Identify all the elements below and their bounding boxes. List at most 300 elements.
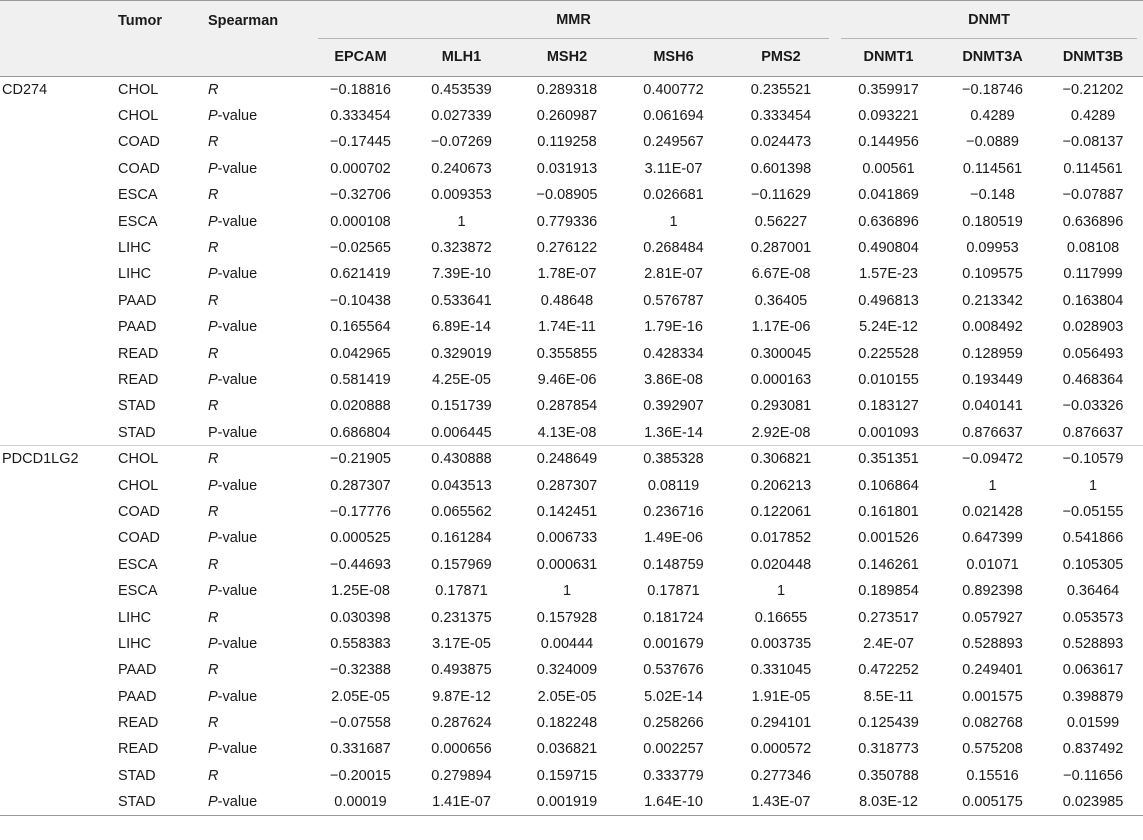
tumor-cell: LIHC — [118, 266, 152, 283]
header-spearman: Spearman — [208, 1, 312, 77]
value-cell-dnmt1: 0.490804 — [858, 240, 919, 257]
gene-cell — [0, 393, 118, 419]
header-col-epcam: EPCAM — [312, 39, 409, 77]
gene-cell — [0, 552, 118, 578]
spearman-stat-cell — [208, 552, 312, 578]
p-suffix: -value — [217, 530, 258, 547]
gene-cell — [0, 683, 118, 709]
table-row — [0, 657, 1143, 683]
value-cell-epcam: −0.18816 — [330, 81, 391, 98]
spearman-stat-cell — [208, 789, 312, 815]
value-cell-pms2: 0.293081 — [750, 398, 812, 415]
value-cell-msh6: 0.08119 — [647, 477, 700, 494]
value-cell-dnmt3a: 0.021428 — [962, 503, 1023, 520]
value-cell-msh2: 0.287307 — [536, 477, 598, 494]
spearman-stat-cell — [208, 393, 312, 419]
value-cell-dnmt3b: 0.063617 — [1062, 662, 1124, 679]
value-cell-epcam: 0.621419 — [330, 266, 391, 283]
p-letter: P — [208, 530, 218, 547]
spearman-stat-cell — [208, 578, 312, 604]
gene-cell — [0, 657, 118, 683]
value-cell-mlh1: 0.065562 — [431, 503, 492, 520]
value-cell-dnmt3b: 1 — [1089, 477, 1098, 494]
value-cell-mlh1: −0.07269 — [431, 134, 492, 151]
value-cell-msh6: 1.79E-16 — [644, 319, 703, 336]
value-cell-msh6: 1.49E-06 — [644, 530, 703, 547]
value-cell-dnmt3b: 0.636896 — [1062, 213, 1124, 230]
value-cell-dnmt3a: −0.18746 — [962, 81, 1023, 98]
value-cell-dnmt3a: 0.213342 — [962, 292, 1023, 309]
value-cell-dnmt1: 8.03E-12 — [859, 793, 918, 810]
value-cell-mlh1: 0.027339 — [431, 108, 492, 125]
tumor-cell: COAD — [118, 530, 160, 547]
table-row — [0, 683, 1143, 709]
value-cell-dnmt1: 0.041869 — [858, 187, 919, 204]
header-col-pms2: PMS2 — [727, 39, 835, 77]
tumor-cell: STAD — [118, 398, 156, 415]
value-cell-msh6: 2.81E-07 — [644, 266, 703, 283]
value-cell-pms2: 0.331045 — [750, 662, 812, 679]
table-row — [0, 736, 1143, 762]
value-cell-mlh1: 0.17871 — [435, 583, 488, 600]
value-cell-dnmt1: 0.225528 — [858, 345, 919, 362]
value-cell-epcam: −0.44693 — [330, 556, 391, 573]
value-cell-msh2: 9.46E-06 — [537, 371, 597, 388]
p-letter: P — [208, 108, 218, 125]
gene-cell — [0, 208, 118, 234]
value-cell-pms2: 0.287001 — [750, 240, 812, 257]
gene-cell — [0, 103, 118, 129]
value-cell-msh6: 0.400772 — [643, 81, 704, 98]
header-dnmt-rule — [841, 38, 1137, 39]
value-cell-dnmt3a: 0.4289 — [970, 108, 1015, 125]
tumor-cell: PAAD — [118, 662, 157, 679]
table-row — [0, 552, 1143, 578]
tumor-cell: CHOL — [118, 446, 208, 472]
value-cell-dnmt3a: 0.001575 — [962, 688, 1023, 705]
tumor-cell: PAAD — [118, 292, 157, 309]
value-cell-dnmt3a: 1 — [988, 477, 997, 494]
table-row — [0, 763, 1143, 789]
spearman-stat-label: R — [208, 503, 219, 520]
spearman-stat-label: R — [208, 398, 219, 415]
value-cell-epcam: 0.333454 — [330, 108, 391, 125]
p-letter: P — [208, 688, 218, 705]
value-cell-msh2: 1 — [562, 583, 572, 600]
tumor-cell: LIHC — [118, 635, 152, 652]
value-cell-dnmt3b: 0.468364 — [1062, 371, 1124, 388]
header-gene-blank — [0, 1, 118, 77]
spearman-stat-cell — [208, 77, 312, 103]
value-cell-dnmt3b: −0.07887 — [1062, 187, 1124, 204]
value-cell-msh2: 0.00444 — [540, 635, 594, 652]
value-cell-mlh1: 0.157969 — [431, 556, 492, 573]
value-cell-msh6: 0.026681 — [643, 187, 704, 204]
p-suffix: -value — [217, 213, 258, 230]
spearman-stat-cell — [208, 367, 312, 393]
spearman-stat-cell — [208, 657, 312, 683]
value-cell-msh2: 1.78E-07 — [537, 266, 597, 283]
spearman-stat-cell — [208, 499, 312, 525]
spearman-stat-cell — [208, 604, 312, 630]
value-cell-epcam: −0.17776 — [330, 503, 391, 520]
gene-cell — [0, 763, 118, 789]
p-letter: P — [208, 213, 218, 230]
value-cell-epcam: 0.000702 — [330, 160, 391, 177]
value-cell-msh6: 1 — [669, 213, 678, 230]
value-cell-msh2: 0.355855 — [536, 345, 598, 362]
value-cell-pms2: 0.16655 — [754, 609, 808, 626]
value-cell-epcam: −0.21905 — [312, 446, 409, 472]
value-cell-msh6: 0.392907 — [643, 398, 704, 415]
value-cell-mlh1: 0.287624 — [431, 715, 492, 732]
value-cell-mlh1: 0.323872 — [431, 240, 492, 257]
value-cell-dnmt3a: 0.082768 — [962, 715, 1023, 732]
table-row — [0, 525, 1143, 551]
table-row — [0, 235, 1143, 261]
value-cell-dnmt3a: 0.249401 — [962, 662, 1023, 679]
value-cell-dnmt3b: −0.10579 — [1043, 446, 1143, 472]
table-row — [0, 631, 1143, 657]
value-cell-msh6: 0.236716 — [643, 503, 704, 520]
value-cell-dnmt3a: 0.892398 — [962, 583, 1023, 600]
value-cell-dnmt3b: −0.11656 — [1063, 767, 1123, 784]
table-row — [0, 604, 1143, 630]
table-row — [0, 182, 1143, 208]
header-col-msh6: MSH6 — [620, 39, 727, 77]
p-letter: P — [208, 793, 218, 810]
table-header — [0, 1, 1143, 77]
value-cell-pms2: −0.11629 — [751, 187, 811, 204]
value-cell-dnmt3a: 0.057927 — [962, 609, 1023, 626]
tumor-cell: CHOL — [118, 477, 159, 494]
value-cell-dnmt3b: −0.05155 — [1062, 503, 1124, 520]
value-cell-pms2: 1.91E-05 — [751, 688, 811, 705]
value-cell-dnmt1: 0.00561 — [862, 160, 915, 177]
value-cell-msh6: 0.537676 — [643, 662, 704, 679]
value-cell-dnmt1: 1.57E-23 — [859, 266, 918, 283]
value-cell-msh2: 1.74E-11 — [538, 319, 596, 336]
value-cell-msh6: 0.061694 — [643, 108, 704, 125]
p-letter: P — [208, 319, 218, 336]
tumor-cell: LIHC — [118, 609, 152, 626]
value-cell-mlh1: 0.240673 — [431, 160, 492, 177]
value-cell-msh6: 3.86E-08 — [644, 371, 703, 388]
p-suffix: -value — [217, 583, 258, 600]
table-row — [0, 789, 1143, 815]
p-letter: P — [208, 371, 218, 388]
value-cell-pms2: 1.17E-06 — [751, 319, 811, 336]
gene-cell: CD274 — [2, 81, 48, 98]
value-cell-mlh1: 0.000656 — [431, 741, 492, 758]
value-cell-dnmt3a: 0.647399 — [962, 530, 1023, 547]
p-suffix: -value — [217, 793, 258, 810]
value-cell-epcam: 2.05E-05 — [331, 688, 390, 705]
value-cell-dnmt3a: −0.09472 — [942, 446, 1043, 472]
table-row — [0, 472, 1143, 498]
value-cell-epcam: 0.00019 — [334, 793, 387, 810]
tumor-cell: READ — [118, 741, 159, 758]
value-cell-pms2: 0.294101 — [750, 715, 812, 732]
value-cell-msh2: 0.287854 — [536, 398, 598, 415]
value-cell-dnmt1: 0.351351 — [835, 446, 942, 472]
table-row — [0, 314, 1143, 340]
value-cell-dnmt3a: 0.040141 — [962, 398, 1023, 415]
value-cell-mlh1: 6.89E-14 — [432, 319, 491, 336]
value-cell-dnmt3b: 0.876637 — [1062, 424, 1124, 441]
value-cell-dnmt3a: −0.148 — [970, 187, 1015, 204]
value-cell-mlh1: 0.006445 — [431, 424, 492, 441]
value-cell-mlh1: 1 — [457, 213, 466, 230]
tumor-cell: ESCA — [118, 187, 158, 204]
header-mmr-rule — [318, 38, 829, 39]
tumor-cell: ESCA — [118, 556, 158, 573]
table-row — [0, 129, 1143, 155]
header-col-dnmt1: DNMT1 — [835, 39, 942, 77]
value-cell-dnmt3b: 0.028903 — [1062, 319, 1124, 336]
value-cell-msh2: 0.779336 — [536, 213, 598, 230]
table-row — [0, 77, 1143, 103]
value-cell-msh2: −0.08905 — [536, 187, 598, 204]
value-cell-msh6: 0.576787 — [643, 292, 704, 309]
spearman-stat-cell — [208, 446, 312, 472]
value-cell-epcam: −0.32706 — [330, 187, 391, 204]
value-cell-msh6: 0.148759 — [643, 556, 704, 573]
value-cell-pms2: 0.000572 — [750, 741, 812, 758]
gene-cell — [0, 631, 118, 657]
value-cell-msh6: 0.333779 — [643, 767, 704, 784]
value-cell-dnmt3b: −0.21202 — [1062, 81, 1124, 98]
spearman-stat-label: R — [208, 240, 219, 257]
spearman-stat-label: P-value — [208, 424, 258, 441]
value-cell-pms2: 2.92E-08 — [751, 424, 811, 441]
spearman-stat-label: R — [208, 767, 219, 784]
value-cell-pms2: 6.67E-08 — [751, 266, 811, 283]
value-cell-dnmt3a: 0.180519 — [962, 213, 1023, 230]
value-cell-mlh1: 0.279894 — [431, 767, 492, 784]
value-cell-epcam: 0.042965 — [330, 345, 391, 362]
table-row — [0, 156, 1143, 182]
p-suffix: -value — [217, 319, 258, 336]
value-cell-msh2: 0.142451 — [536, 503, 598, 520]
value-cell-mlh1: 4.25E-05 — [432, 371, 491, 388]
value-cell-msh2: 0.000631 — [536, 556, 598, 573]
value-cell-dnmt3a: 0.876637 — [962, 424, 1023, 441]
value-cell-epcam: 0.165564 — [330, 319, 391, 336]
value-cell-epcam: 0.000525 — [330, 530, 391, 547]
value-cell-msh2: 0.119258 — [537, 134, 597, 151]
value-cell-epcam: 0.558383 — [330, 635, 391, 652]
value-cell-dnmt3b: 0.053573 — [1062, 609, 1124, 626]
p-letter: P — [208, 266, 218, 283]
spearman-stat-cell — [208, 314, 312, 340]
value-cell-dnmt3b: 0.36464 — [1066, 583, 1120, 600]
value-cell-msh2: 0.260987 — [536, 108, 598, 125]
value-cell-epcam: −0.02565 — [330, 240, 391, 257]
header-mmr-label: MMR — [556, 11, 591, 28]
spearman-stat-cell — [208, 763, 312, 789]
table-row — [0, 710, 1143, 736]
value-cell-dnmt3a: 0.575208 — [962, 741, 1023, 758]
value-cell-dnmt1: 0.318773 — [858, 741, 919, 758]
value-cell-dnmt3b: 0.056493 — [1062, 345, 1124, 362]
tumor-cell: READ — [118, 715, 159, 732]
gene-cell — [0, 578, 118, 604]
value-cell-dnmt1: 0.359917 — [858, 81, 919, 98]
gene-cell — [0, 182, 118, 208]
gene-cell — [0, 789, 118, 815]
value-cell-dnmt3a: 0.005175 — [962, 793, 1023, 810]
value-cell-epcam: −0.32388 — [330, 662, 391, 679]
value-cell-dnmt3a: 0.114561 — [962, 160, 1023, 177]
spearman-stat-cell — [208, 129, 312, 155]
value-cell-dnmt3b: 0.023985 — [1062, 793, 1124, 810]
value-cell-pms2: 0.003735 — [750, 635, 812, 652]
value-cell-dnmt3a: 0.193449 — [962, 371, 1023, 388]
value-cell-msh2: 0.48648 — [540, 292, 594, 309]
value-cell-mlh1: 0.453539 — [431, 81, 492, 98]
value-cell-msh2: 0.031913 — [536, 160, 598, 177]
gene-cell — [0, 288, 118, 314]
spearman-stat-cell — [208, 156, 312, 182]
header-col-dnmt3a: DNMT3A — [942, 39, 1043, 77]
tumor-cell: ESCA — [118, 583, 158, 600]
value-cell-mlh1: 7.39E-10 — [432, 266, 491, 283]
spearman-stat-label: R — [208, 345, 219, 362]
tumor-cell: READ — [118, 345, 159, 362]
value-cell-pms2: 0.017852 — [750, 530, 812, 547]
value-cell-epcam: −0.17445 — [330, 134, 391, 151]
value-cell-dnmt1: 0.125439 — [858, 715, 919, 732]
tumor-cell: STAD — [118, 793, 156, 810]
value-cell-dnmt1: 5.24E-12 — [859, 319, 918, 336]
table-row — [0, 208, 1143, 234]
value-cell-epcam: 1.25E-08 — [331, 583, 390, 600]
tumor-cell: CHOL — [118, 81, 159, 98]
spearman-stat-cell — [208, 182, 312, 208]
header-group-mmr — [312, 1, 835, 39]
value-cell-dnmt3b: −0.08137 — [1062, 134, 1124, 151]
value-cell-msh6: 0.17871 — [647, 583, 700, 600]
table-row — [0, 261, 1143, 287]
value-cell-pms2: 0.306821 — [727, 446, 835, 472]
header-col-dnmt3b: DNMT3B — [1043, 39, 1143, 77]
gene-cell: PDCD1LG2 — [0, 446, 118, 472]
gene-cell — [0, 156, 118, 182]
value-cell-msh2: 0.276122 — [536, 240, 598, 257]
p-letter: P — [208, 477, 218, 494]
gene-cell — [0, 736, 118, 762]
gene-cell — [0, 604, 118, 630]
value-cell-dnmt3b: 0.4289 — [1070, 108, 1116, 125]
value-cell-dnmt1: 0.189854 — [858, 583, 919, 600]
value-cell-pms2: 1.43E-07 — [751, 793, 811, 810]
value-cell-mlh1: 3.17E-05 — [432, 635, 491, 652]
value-cell-epcam: 0.000108 — [330, 213, 391, 230]
value-cell-dnmt3b: 0.541866 — [1062, 530, 1124, 547]
spearman-stat-cell — [208, 683, 312, 709]
spearman-stat-cell — [208, 235, 312, 261]
value-cell-pms2: 0.020448 — [750, 556, 812, 573]
spearman-stat-label: R — [208, 292, 219, 309]
table-row — [0, 578, 1143, 604]
value-cell-msh2: 0.157928 — [536, 609, 598, 626]
value-cell-epcam: 0.287307 — [330, 477, 391, 494]
value-cell-msh2: 0.001919 — [536, 793, 598, 810]
value-cell-dnmt1: 0.010155 — [858, 371, 919, 388]
value-cell-msh6: 0.181724 — [643, 609, 704, 626]
p-letter: P — [208, 635, 218, 652]
value-cell-msh6: 3.11E-07 — [644, 160, 703, 177]
value-cell-mlh1: 0.533641 — [431, 292, 492, 309]
value-cell-epcam: −0.07558 — [330, 715, 391, 732]
value-cell-dnmt1: 0.273517 — [858, 609, 919, 626]
table-body — [0, 77, 1143, 816]
tumor-cell: STAD — [118, 767, 156, 784]
table-row — [0, 367, 1143, 393]
value-cell-msh2: 0.182248 — [536, 715, 598, 732]
gene-cell — [0, 235, 118, 261]
value-cell-msh2: 0.248649 — [514, 446, 620, 472]
spearman-stat-cell — [208, 525, 312, 551]
p-suffix: -value — [217, 688, 258, 705]
value-cell-pms2: 0.000163 — [750, 371, 812, 388]
value-cell-msh6: 0.001679 — [643, 635, 704, 652]
spearman-stat-cell — [208, 103, 312, 129]
value-cell-mlh1: 0.430888 — [409, 446, 514, 472]
spearman-stat-label: R — [208, 609, 219, 626]
spearman-stat-label: R — [208, 451, 219, 468]
value-cell-dnmt1: 0.472252 — [858, 662, 919, 679]
spearman-stat-cell — [208, 340, 312, 366]
gene-cell — [0, 261, 118, 287]
value-cell-dnmt3a: 0.15516 — [966, 767, 1019, 784]
value-cell-dnmt1: 0.093221 — [858, 108, 919, 125]
value-cell-msh6: 0.385328 — [620, 446, 727, 472]
value-cell-dnmt3a: −0.0889 — [966, 134, 1019, 151]
spearman-stat-label: R — [208, 715, 219, 732]
p-suffix: -value — [217, 266, 258, 283]
value-cell-mlh1: 0.161284 — [431, 530, 492, 547]
tumor-cell: COAD — [118, 134, 160, 151]
spearman-stat-cell — [208, 631, 312, 657]
value-cell-dnmt3b: 0.837492 — [1062, 741, 1124, 758]
value-cell-dnmt1: 0.350788 — [858, 767, 919, 784]
value-cell-epcam: 0.686804 — [330, 424, 391, 441]
gene-cell — [0, 710, 118, 736]
value-cell-dnmt3b: 0.105305 — [1062, 556, 1124, 573]
spearman-stat-cell — [208, 208, 312, 234]
p-suffix: -value — [217, 741, 258, 758]
value-cell-epcam: 0.581419 — [330, 371, 391, 388]
value-cell-mlh1: 0.329019 — [431, 345, 492, 362]
value-cell-msh6: 1.36E-14 — [644, 424, 703, 441]
value-cell-pms2: 0.277346 — [750, 767, 812, 784]
tumor-cell: COAD — [118, 160, 160, 177]
value-cell-dnmt1: 0.146261 — [858, 556, 919, 573]
spearman-stat-label: R — [208, 81, 219, 98]
value-cell-msh2: 0.289318 — [536, 81, 598, 98]
table-row — [0, 446, 1143, 472]
spearman-stat-cell — [208, 710, 312, 736]
header-tumor: Tumor — [118, 1, 208, 77]
value-cell-dnmt1: 0.001526 — [858, 530, 919, 547]
spearman-stat-cell — [208, 261, 312, 287]
header-col-msh2: MSH2 — [514, 39, 620, 77]
header-col-mlh1: MLH1 — [409, 39, 514, 77]
value-cell-pms2: 0.601398 — [750, 160, 812, 177]
spearman-stat-cell — [208, 288, 312, 314]
